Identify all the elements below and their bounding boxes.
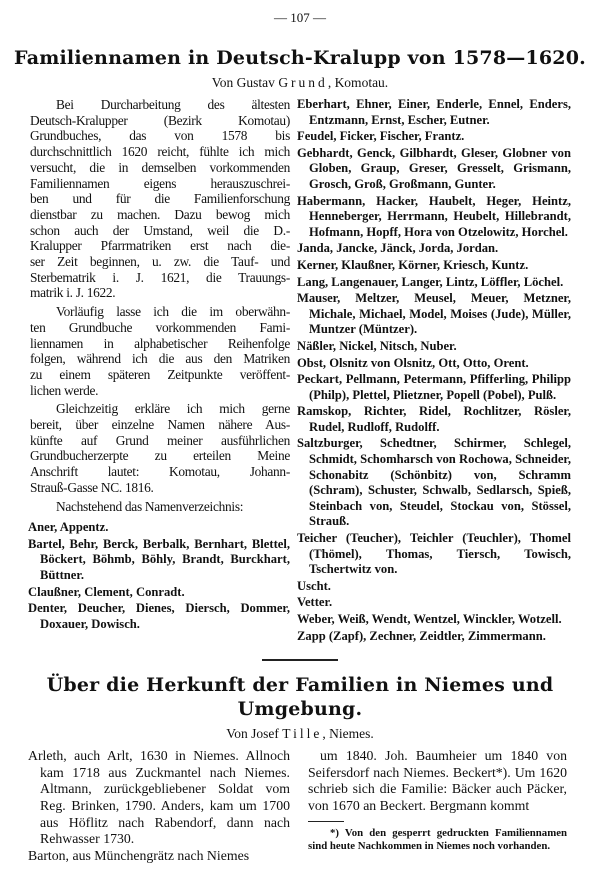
text-line: ben und für die Familienforschung — [30, 191, 290, 207]
text-line: Anschrift lautet: Komotau, Johann- — [30, 464, 290, 480]
name-entry: Claußner, Clement, Conradt. — [28, 584, 185, 599]
text-line: versucht, die in demselben vorkommenden — [30, 159, 290, 175]
name-entry: Peckart, Pellmann, Petermann, Pfifferling, Philipp (Philp), Plettel, Plietzner, Popell (Pobel), Pulß. — [297, 372, 571, 402]
article-byline — [0, 725, 600, 742]
article2-right-column — [308, 748, 567, 852]
text-line: Kralupper Pfarrmatriken erst nach die- — [30, 238, 290, 254]
text-line: Sterbematrik i. J. 1621, die Trauungs- — [30, 269, 290, 285]
name-entry: Gebhardt, Genck, Gilbhardt, Gleser, Globner von Globen, Graup, Greser, Gresselt, Grismann, Grosch, Groß, Großmann, Gunter. — [297, 145, 571, 191]
name-entry: Denter, Deucher, Dienes, Diersch, Dommer, Doxauer, Dowisch. — [28, 601, 290, 631]
name-entry: Bartel, Behr, Berck, Berbalk, Bernhart, Blettel, Böckert, Böhmb, Böhly, Brandt, Burckhart, Büttner. — [28, 536, 290, 583]
name-entry: Teicher (Teucher), Teichler (Teuchler), Thomel (Thömel), Thomas, Tiersch, Towisch, Tschertwitz von. — [297, 531, 571, 577]
text-line: Vorläufig lasse ich die im oberwähn- — [56, 304, 290, 320]
article-title: Über die Herkunft der Familien in Niemes und Umgebung. — [46, 674, 554, 721]
article2-left-column — [28, 748, 290, 864]
text-line: lichen werde. — [30, 382, 99, 398]
article-byline — [0, 74, 600, 91]
text-line: Bei Durcharbeitung des ältesten — [56, 97, 290, 112]
text-line: Grundbuches, das von 1578 bis — [30, 128, 290, 144]
name-entry: Obst, Olsnitz von Olsnitz, Ott, Otto, Orent. — [297, 355, 529, 370]
byline-prefix: Von Gustav — [211, 75, 275, 90]
byline-suffix: , Komotau. — [327, 75, 389, 90]
author-name: Grund — [278, 75, 328, 90]
text-line: künfte auf Grund meiner ausführlichen — [30, 432, 290, 448]
footnote: *) Von den gesperrt gedruckten Familiennamen sind heute Nachkommen in Niemes noch vorhanden. — [308, 826, 567, 852]
name-entry: Saltzburger, Schedtner, Schirmer, Schlegel, Schmidt, Schomharsch von Rochowa, Schneider, Schonabitz (Schönbitz) von, Schramm (Schram), Schuster, Schwalb, Sedlarsch, Spieß, Steinbach von, Steudel, Stockau von, Stössel, Strauß. — [297, 436, 571, 529]
paragraph: Barton, aus Münchengrätz nach Niemes — [28, 847, 250, 863]
name-entry: Zapp (Zapf), Zechner, Zeidtler, Zimmermann. — [297, 628, 546, 643]
paragraph — [30, 401, 290, 495]
text-line: Nachstehend das Namenverzeichnis: — [56, 498, 244, 514]
name-entry: Eberhart, Ehner, Einer, Enderle, Ennel, Enders, Entzmann, Ernst, Escher, Eutner. — [297, 97, 571, 127]
text-line: folgen, während ich die aus den Matriken — [30, 351, 290, 367]
article-title: Familiennamen in Deutsch-Kralupp von 1578—1620. — [14, 47, 586, 69]
text-line: dienstbar zu machen. Dazu bewog mich — [30, 206, 290, 222]
text-line: bereit, über einzelne Namen nähere Aus- — [30, 417, 290, 433]
author-name: Tille — [282, 726, 323, 742]
text-line: liennamen in alphabetischer Reihenfolge — [30, 335, 290, 351]
name-entry: Kerner, Klaußner, Körner, Kriesch, Kuntz. — [297, 257, 529, 272]
article1-columns — [0, 97, 600, 645]
name-entry: Vetter. — [297, 595, 333, 610]
byline-prefix: Von Josef — [226, 726, 279, 742]
name-entry: Näßler, Nickel, Nitsch, Nuber. — [297, 338, 457, 353]
article-left-column — [28, 97, 290, 633]
text-line: Strauß-Gasse NC. 1816. — [30, 479, 154, 495]
text-line: Familiennamen eigens herauszuschrei- — [30, 175, 290, 191]
text-line: Gleichzeitig erkläre ich mich gerne — [56, 401, 290, 417]
text-line: matrik i. J. 1622. — [30, 285, 116, 301]
paragraph — [30, 499, 290, 515]
text-line: ten Grundbuche vorkommenden Fami- — [30, 319, 290, 335]
name-entry: Habermann, Hacker, Haubelt, Heger, Heintz, Henneberger, Herrmann, Heubelt, Hillebrandt, Hofmann, Hopff, Hora von Otzelowitz, Horchel. — [297, 193, 571, 239]
text-line: Deutsch-Kralupper (Bezirk Komotau) — [30, 112, 290, 128]
name-list-left — [28, 520, 290, 632]
name-entry: Mauser, Meltzer, Meusel, Meuer, Metzner, Michale, Michael, Model, Moises (Jude), Müller, Muntzer (Müntzer). — [297, 291, 571, 337]
name-entry: Lang, Langenauer, Langer, Lintz, Löffler, Löchel. — [297, 274, 564, 289]
text-line: durchschnittlich 1620 reicht, fühlte ich mich — [30, 144, 290, 160]
page-number: — 107 — — [274, 10, 326, 25]
text-line: schon auch der Umstand, weil die D.- — [30, 222, 290, 238]
section-divider — [262, 659, 338, 661]
text-line: zu einem späteren Zeitpunkte veröffent- — [30, 366, 290, 382]
paragraph — [30, 97, 290, 301]
byline-suffix: , Niemes. — [322, 726, 374, 742]
article2-columns — [0, 748, 600, 864]
name-entry: Uscht. — [297, 578, 331, 593]
paragraph — [30, 304, 290, 398]
paragraph: um 1840. Joh. Baumheier um 1840 von Seifersdorf nach Niemes. Beckert*). Um 1620 schrieb sich die Familie: Bäcker auch Päcker, von 1670 an Beckert. Bergmann kommt — [308, 748, 567, 813]
article-body — [28, 97, 290, 514]
name-entry: Weber, Weiß, Wendt, Wentzel, Winckler, Wotzell. — [297, 612, 562, 626]
text-line: Grundbucherzerpte zu erteilen Meine — [30, 448, 290, 464]
name-entry: Feudel, Ficker, Fischer, Frantz. — [297, 129, 465, 144]
name-entry: Janda, Jancke, Jänck, Jorda, Jordan. — [297, 241, 499, 256]
name-entry: Aner, Appentz. — [28, 520, 109, 535]
text-line: ser Zeit beginnen, u. zw. die Tauf- und — [30, 254, 290, 270]
name-entry: Ramskop, Richter, Ridel, Rochlitzer, Rösler, Rudel, Rudloff, Rudolff. — [297, 404, 571, 434]
paragraph: Arleth, auch Arlt, 1630 in Niemes. Allnoch kam 1718 aus Zuckmantel nach Niemes. Altmann, zurückgebliebener Soldat vom Reg. Brinken, 1790. Anders, kam um 1700 aus Höflitz nach Rabendorf, dann nach Rehwasser 1730. — [28, 748, 290, 847]
name-list-right — [297, 97, 571, 645]
footnote-rule — [308, 821, 344, 822]
